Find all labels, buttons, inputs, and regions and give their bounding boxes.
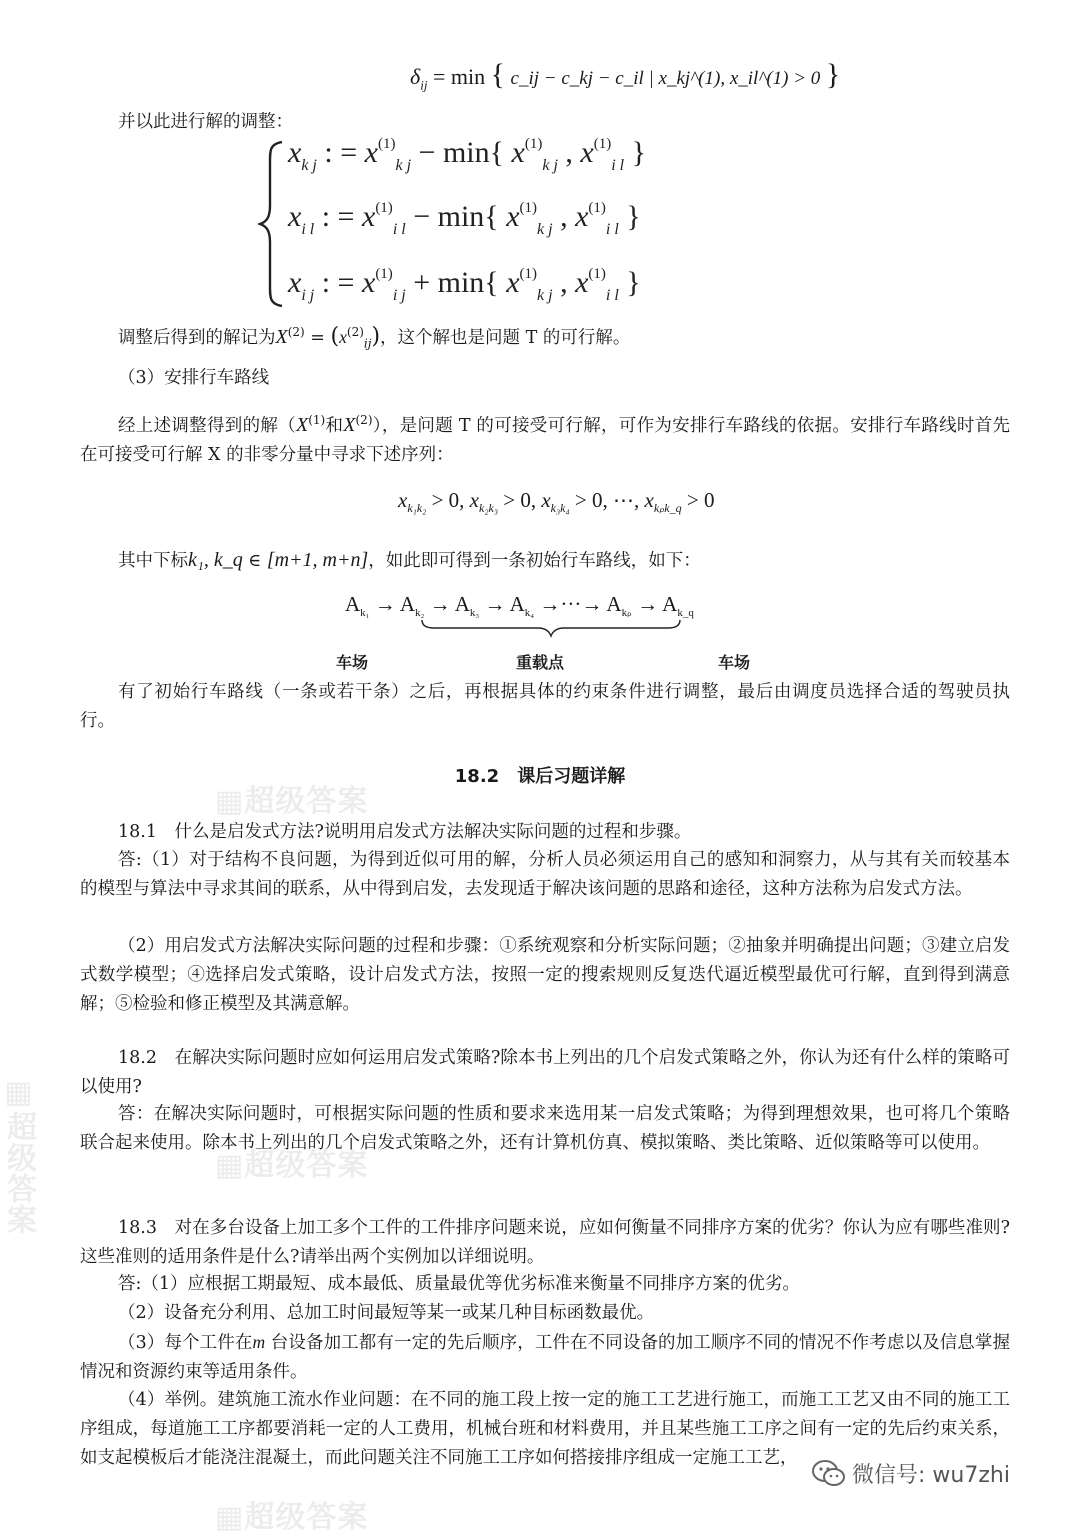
eq-assign: : = — [314, 266, 362, 299]
seq-term-sub: k₁k₂ — [407, 501, 427, 516]
question-18-3: 18.3 对在多台设备上加工多个工件的工件排序问题来说，应如何衡量不同排序方案的优劣？你认为应有哪些准则?这些准则的适用条件是什么?请举出两个实例加以详细说明。 — [80, 1218, 1010, 1267]
para-adjusted: 调整后得到的解记为$X^{(2)} = (x^{(2)}_{ij})$，这个解也是问题 T 的可行解。 — [118, 323, 631, 351]
route-diagram — [345, 592, 694, 619]
answer-18-2: 答：在解决实际问题时，可根据实际问题的性质和要求来选用某一启发式策略；为得到理想效果，也可将几个策略联合起来使用。除本书上列出的几个启发式策略之外，还有计算机仿真、模拟策略、类比策略、近似策略等可以使用。 — [80, 1104, 1010, 1153]
eq-close: } — [624, 136, 647, 169]
para-subscript-in: ∈ — [242, 551, 267, 571]
eq-term-a-sub: i j — [392, 287, 406, 304]
eq-term-a: x — [361, 266, 376, 299]
eq-term-c-sub: i l — [605, 287, 619, 304]
answer-18-3-part3-post: 台设备加工都有一定的先后顺序，工件在不同设备的加工顺序不同的情况不作考虑以及信息掌握情况和资源约束等适用条件。 — [80, 1333, 1011, 1382]
eq-term-a-sub: k j — [395, 157, 412, 174]
route-node: $A_{k_p}$ — [606, 592, 632, 620]
watermark-logo-icon: ▦ — [215, 784, 245, 819]
eq-assign: : = — [314, 200, 362, 233]
para-route-pre: 经上述调整得到的解（ — [118, 415, 296, 436]
watermark-text: 超级答案 — [1, 1111, 36, 1235]
var-x-sup: (2) — [287, 325, 305, 339]
sequence-formula — [398, 488, 714, 516]
formula-delta-lhs: δ — [410, 64, 421, 89]
eq-sign: = — [304, 327, 331, 348]
para-adjusted-pre: 调整后得到的解记为 — [118, 327, 276, 348]
eq-term-a-sup: (1) — [375, 266, 393, 282]
eq-assign: : = — [316, 136, 365, 169]
eq-term-b: x — [506, 266, 520, 299]
para-subscript-range: [m+1, m+n] — [266, 549, 369, 571]
eq-close: } — [618, 266, 641, 299]
eq-term-c: x — [575, 266, 589, 299]
eq-lhs-sub: k j — [301, 157, 317, 174]
var-xij: x — [339, 326, 347, 347]
route-node: $A_{k_2}$ — [399, 592, 425, 620]
label-depot-end: 车场 — [718, 653, 751, 672]
eq-term-a-sub: i l — [392, 221, 406, 238]
section-title: 18.2 课后习题详解 — [454, 766, 626, 787]
eq-term-c-sup: (1) — [588, 200, 606, 216]
question-18-2: 18.2 在解决实际问题时应如何运用启发式策略?除本书上列出的几个启发式策略之外，你认为还有什么样的策略可以使用? — [80, 1048, 1010, 1097]
para-subscript-pre: 其中下标 — [118, 551, 188, 571]
eq-term-c-sup: (1) — [593, 136, 612, 152]
para-after-route: 有了初始行车路线（一条或若干条）之后，再根据具体的约束条件进行调整，最后由调度员选择合适的驾驶员执行。 — [80, 682, 1010, 731]
eq-sign: − — [405, 200, 438, 233]
eq-min: min{ — [442, 136, 512, 169]
answer-18-3-part1: 答:（1）应根据工期最短、成本最低、质量最优等优劣标准来衡量不同排序方案的优劣。 — [118, 1274, 801, 1294]
route-dots: →···→ — [539, 592, 603, 616]
eq-sign: − — [411, 136, 443, 169]
route-node: $A_{k\_q}$ — [662, 592, 694, 620]
wechat-badge — [812, 1458, 1010, 1489]
para-subscript-vars: k₁, k_q — [188, 549, 243, 571]
watermark-logo-icon: ▦ — [1, 1075, 36, 1111]
eq-term-b-sub: k j — [537, 287, 553, 304]
step3-title: （3）安排行车路线 — [118, 368, 270, 388]
question-18-1: 18.1 什么是启发式方法?说明用启发式方法解决实际问题的过程和步骤。 — [118, 822, 692, 842]
para-adjusted-post: ，这个解也是问题 T 的可行解。 — [380, 327, 631, 348]
eq-min: min{ — [437, 200, 507, 233]
eq-lhs: x — [288, 136, 302, 169]
var-x1-sup: (1) — [308, 413, 326, 427]
route-node: $A_{k_4}$ — [509, 592, 535, 620]
seq-gt: > 0, — [569, 488, 614, 512]
formula-delta-lhs-sub: ij — [420, 77, 428, 93]
seq-term-sub: k₃k₄ — [550, 501, 570, 516]
var-x2: X — [343, 413, 356, 436]
eq-term-a-sup: (1) — [375, 200, 393, 216]
seq-gt: > 0, — [498, 488, 542, 512]
para-route-post: ），是问题 T 的可接受可行解，可作为安排行车路线的依据。安排行车路线时首先在可接受可行解 X 的非零分量中寻求下述序列： — [80, 415, 1011, 465]
var-m: m — [252, 1332, 266, 1352]
eq-term-c-sup: (1) — [588, 266, 606, 282]
eq-term-c: x — [575, 200, 589, 233]
seq-dots: ⋯, — [613, 488, 645, 512]
system-row-2 — [288, 200, 641, 239]
var-x2-sup: (2) — [355, 413, 373, 427]
eq-term-b-sub: k j — [537, 221, 553, 238]
arrow-right-icon: → — [484, 592, 506, 616]
arrow-right-icon: → — [637, 592, 659, 616]
seq-term-sub: k₂k₃ — [479, 501, 498, 516]
para-route-and: 和 — [325, 415, 344, 436]
seq-gt: > 0, — [426, 488, 470, 512]
eq-close: } — [618, 200, 641, 233]
watermark-logo-icon: ▦ — [215, 1148, 245, 1183]
para-subscript — [118, 546, 1048, 576]
seq-term: x — [541, 488, 551, 512]
eq-term-b-sup: (1) — [524, 136, 543, 152]
eq-lhs: x — [288, 200, 302, 233]
route-node: $A_{k_3}$ — [454, 592, 480, 620]
system-brace — [258, 140, 288, 308]
system-row-1 — [288, 136, 646, 175]
wechat-label: 微信号: wu7zhi — [852, 1463, 1010, 1488]
answer-18-3-part4: （4）举例。建筑施工流水作业问题：在不同的施工段上按一定的施工工艺进行施工，而施工工艺又由不同的施工工序组成，每道施工工序都要消耗一定的人工费用，机械台班和材料费用，并且某些施工工序之间有一定的先后约束关系，如支起模板后才能浇注混凝土，而此问题关注不同施工工序如何搭接排序组成一定施工工艺， — [80, 1390, 1010, 1468]
answer-18-3-part3-pre: （3）每个工件在 — [118, 1333, 253, 1353]
eq-term-c: x — [580, 136, 594, 169]
eq-term-b: x — [511, 136, 525, 169]
eq-lhs-sub: i l — [301, 221, 315, 238]
wechat-icon — [812, 1459, 846, 1489]
underbrace-icon — [420, 618, 682, 638]
formula-delta-expr: c_ij − c_kj − c_il | x_kj^(1), x_il^(1) > 0 — [510, 68, 821, 89]
eq-term-a: x — [361, 200, 376, 233]
eq-lhs-sub: i j — [301, 287, 315, 304]
watermark-vertical — [0, 1075, 40, 1235]
label-loading-points: 重载点 — [516, 653, 565, 672]
label-depot-start: 车场 — [336, 653, 369, 672]
watermark-logo-icon: ▦ — [215, 1500, 245, 1535]
watermark — [215, 1492, 368, 1536]
formula-delta-eq: = min — [427, 64, 486, 89]
left-brace-icon — [258, 140, 288, 308]
eq-comma: , — [552, 200, 576, 233]
arrow-right-icon: → — [374, 592, 396, 616]
var-x1: X — [295, 413, 309, 436]
watermark-text: 超级答案 — [244, 1148, 369, 1183]
eq-term-b: x — [506, 200, 520, 233]
seq-end: > 0 — [681, 488, 715, 512]
eq-lhs: x — [288, 266, 302, 299]
eq-term-b-sup: (1) — [519, 266, 538, 282]
seq-term: x — [398, 488, 408, 512]
eq-sign: + — [405, 266, 438, 299]
var-xij-sub: ij — [363, 336, 372, 351]
watermark-text: 超级答案 — [244, 1500, 369, 1535]
eq-term-c-sub: i l — [611, 157, 625, 174]
seq-term-sub: kₚk_q — [653, 501, 682, 516]
seq-term: x — [644, 488, 654, 512]
system-row-3 — [288, 266, 641, 305]
para-subscript-post: ，如此即可得到一条初始行车路线，如下： — [368, 551, 701, 571]
answer-18-3-part2: （2）设备充分利用、总加工时间最短等某一或某几种目标函数最优。 — [118, 1303, 655, 1323]
arrow-right-icon: → — [429, 592, 451, 616]
eq-term-b-sup: (1) — [519, 200, 538, 216]
route-node: $A_{k_1}$ — [345, 592, 370, 620]
answer-18-1-part1: 答:（1）对于结构不良问题，为得到近似可用的解，分析人员必须运用自己的感知和洞察力，从与其有关而较基本的模型与算法中寻求其间的联系，从中得到启发，去发现适于解决该问题的思路和途径，这种方法称为启发式方法。 — [80, 850, 1010, 899]
var-x: X — [275, 325, 288, 348]
eq-term-a: x — [364, 136, 378, 169]
eq-min: min{ — [437, 266, 507, 299]
eq-term-a-sup: (1) — [377, 136, 396, 152]
eq-term-b-sub: k j — [542, 157, 558, 174]
formula-delta: $\delta_{ij} = \min$ { c_ij − c_kj − c_il | x_kj^(1), x_il^(1) > 0 } — [410, 58, 841, 93]
seq-term: x — [469, 488, 479, 512]
eq-comma: , — [552, 266, 576, 299]
watermark-text: 超级答案 — [244, 784, 369, 819]
answer-18-3-part3 — [80, 1328, 1010, 1387]
var-xij-sup: (2) — [346, 325, 364, 339]
eq-term-c-sub: i l — [605, 221, 619, 238]
eq-comma: , — [557, 136, 581, 169]
answer-18-1-part2: （2）用启发式方法解决实际问题的过程和步骤：①系统观察和分析实际问题；②抽象并明确提出问题；③建立启发式数学模型；④选择启发式策略，设计启发式方法，按照一定的搜索规则反复迭代逼近模型最优可行解，直到得到满意解；⑤检验和修正模型及其满意解。 — [80, 936, 1010, 1014]
text-adjust-intro: 并以此进行解的调整： — [118, 112, 293, 132]
para-route — [80, 406, 1010, 470]
